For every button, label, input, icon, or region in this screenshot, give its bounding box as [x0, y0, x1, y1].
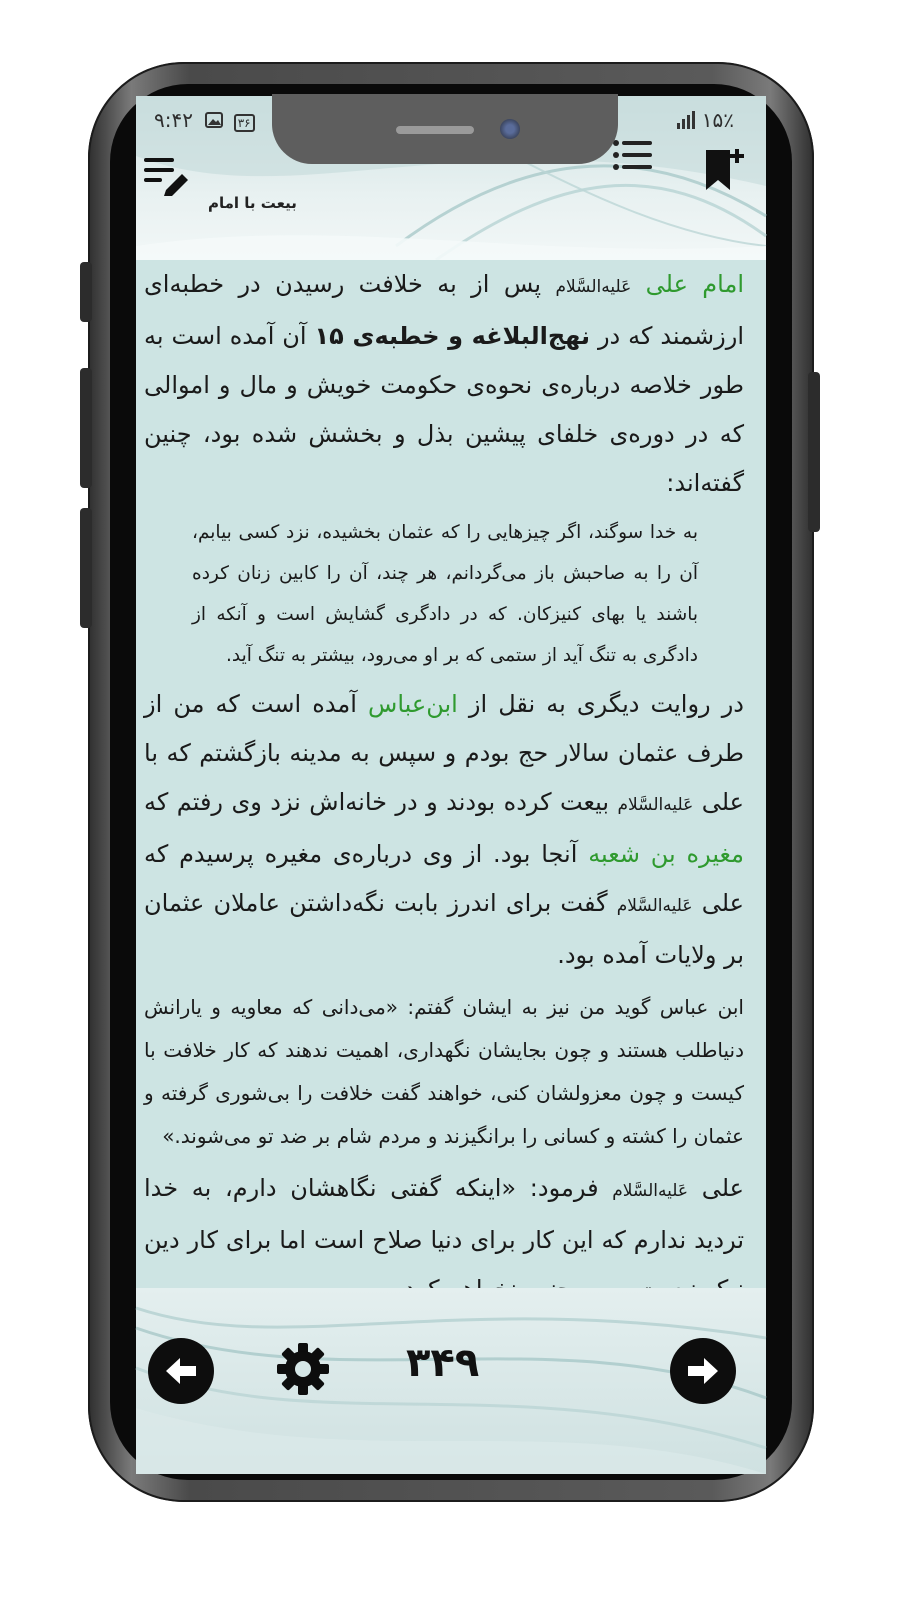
- notch-camera: [500, 119, 520, 139]
- status-notification-badge: ۳۶: [234, 114, 255, 132]
- honorific: عَلیه‌السَّلام: [617, 795, 694, 815]
- app-header: [136, 96, 766, 260]
- paragraph-2: [144, 680, 744, 980]
- link-imam-ali[interactable]: امام علی: [645, 270, 745, 298]
- bookmark-add-button[interactable]: [702, 146, 746, 194]
- settings-button[interactable]: [276, 1342, 330, 1396]
- list-menu-button[interactable]: [612, 138, 654, 174]
- app-screen: [136, 96, 766, 1474]
- paragraph-4-text-a: علی: [701, 1174, 744, 1202]
- gear-icon: [276, 1342, 330, 1396]
- arrow-left-icon: [148, 1338, 214, 1404]
- paragraph-2-text-c: بیعت کرده بودند و در خانه‌اش نزد وی رفتم که: [144, 788, 610, 816]
- honorific: عَلیه‌السَّلام: [555, 277, 632, 297]
- arrow-right-icon: [670, 1338, 736, 1404]
- chapter-title: بیعت با امام: [208, 194, 297, 212]
- status-bar-right: [665, 108, 734, 132]
- paragraph-2-text-b: آمده است که من از طرف عثمان سالار حج بودم و سپس به مدینه بازگشتم که با علی: [144, 690, 744, 816]
- paragraph-1-bold: نهج‌البلاغه و خطبه‌ی ۱۵: [314, 322, 591, 350]
- paragraph-1-text-a: پس از به خلافت رسیدن در خطبه‌ای ارزشمند که در: [144, 270, 745, 350]
- link-mughira[interactable]: مغیره بن شعبه: [588, 840, 744, 868]
- reading-content[interactable]: [136, 260, 766, 1288]
- signal-icon: [665, 111, 695, 129]
- notes-edit-icon: [142, 154, 192, 196]
- quote-block: به خدا سوگند، اگر چیزهایی را که عثمان بخشیده، نزد کسی بیابم، آن را به صاحبش باز می‌گردانم، هر چند، آن را کابین زنان کرده باشند یا بهای کنیزکان. که در دادگری گشایش است و آنکه از دادگری به تنگ آید از ستمی که بر او می‌رود، بیشتر به تنگ آید.: [192, 522, 698, 666]
- paragraph-4-text-b: فرمود: «اینکه گفتی نگاهشان دارم، به خدا تردید ندارم که این کار برای دنیا صلاح است اما برای کار دین: [144, 1174, 744, 1254]
- honorific: عَلیه‌السَّلام: [616, 896, 693, 916]
- paragraph-2-text-d: آنجا بود. از وی درباره‌ی مغیره پرسیدم که علی: [144, 840, 744, 917]
- phone-notch: [272, 94, 618, 164]
- phone-power-button: [808, 372, 820, 532]
- paragraph-1: [144, 260, 744, 508]
- previous-page-button[interactable]: [148, 1338, 214, 1404]
- notes-edit-button[interactable]: [142, 154, 192, 196]
- link-ibn-abbas[interactable]: ابن‌عباس: [368, 690, 458, 718]
- app-footer: [136, 1288, 766, 1474]
- page-number: ۳۴۹: [406, 1340, 480, 1386]
- phone-side-button-1: [80, 262, 92, 322]
- status-battery: ۱۵٪: [701, 108, 734, 132]
- next-page-button[interactable]: [670, 1338, 736, 1404]
- phone-side-button-3: [80, 508, 92, 628]
- article-text: [136, 260, 766, 1314]
- paragraph-2-text-e: گفت برای اندرز بابت نگه‌داشتن عاملان عثمان بر ولایات آمده بود.: [144, 889, 744, 969]
- paragraph-3: ابن عباس گوید من نیز به ایشان گفتم: «می‌دانی که معاویه و یارانش دنیاطلب هستند و چون بجایشان نگهداری، اهمیت ندهند که کار خلافت با کیست و چون معزولشان کنی، خواهند گفت خلافت را بی‌شوری گرفته و عثمان را کشته و کسانی را برانگیزند و مردم شام بر ضد تو می‌شوند.»: [144, 995, 744, 1148]
- status-bar-left: [154, 108, 255, 132]
- list-menu-icon: [612, 138, 654, 174]
- bookmark-add-icon: [702, 146, 746, 194]
- notch-speaker: [396, 126, 474, 134]
- paragraph-2-text-a: در روایت دیگری به نقل از: [468, 690, 744, 718]
- picture-icon: [205, 112, 223, 128]
- honorific: عَلیه‌السَّلام: [612, 1181, 689, 1201]
- paragraph-1-text-b: آن آمده است به طور خلاصه درباره‌ی نحوه‌ی حکومت خویش و مال و اموالی که در دوره‌ی خلفای پیشین بذل و بخشش شده بود، چنین گفته‌اند:: [144, 322, 744, 497]
- phone-side-button-2: [80, 368, 92, 488]
- status-time: ۹:۴۲: [154, 108, 193, 132]
